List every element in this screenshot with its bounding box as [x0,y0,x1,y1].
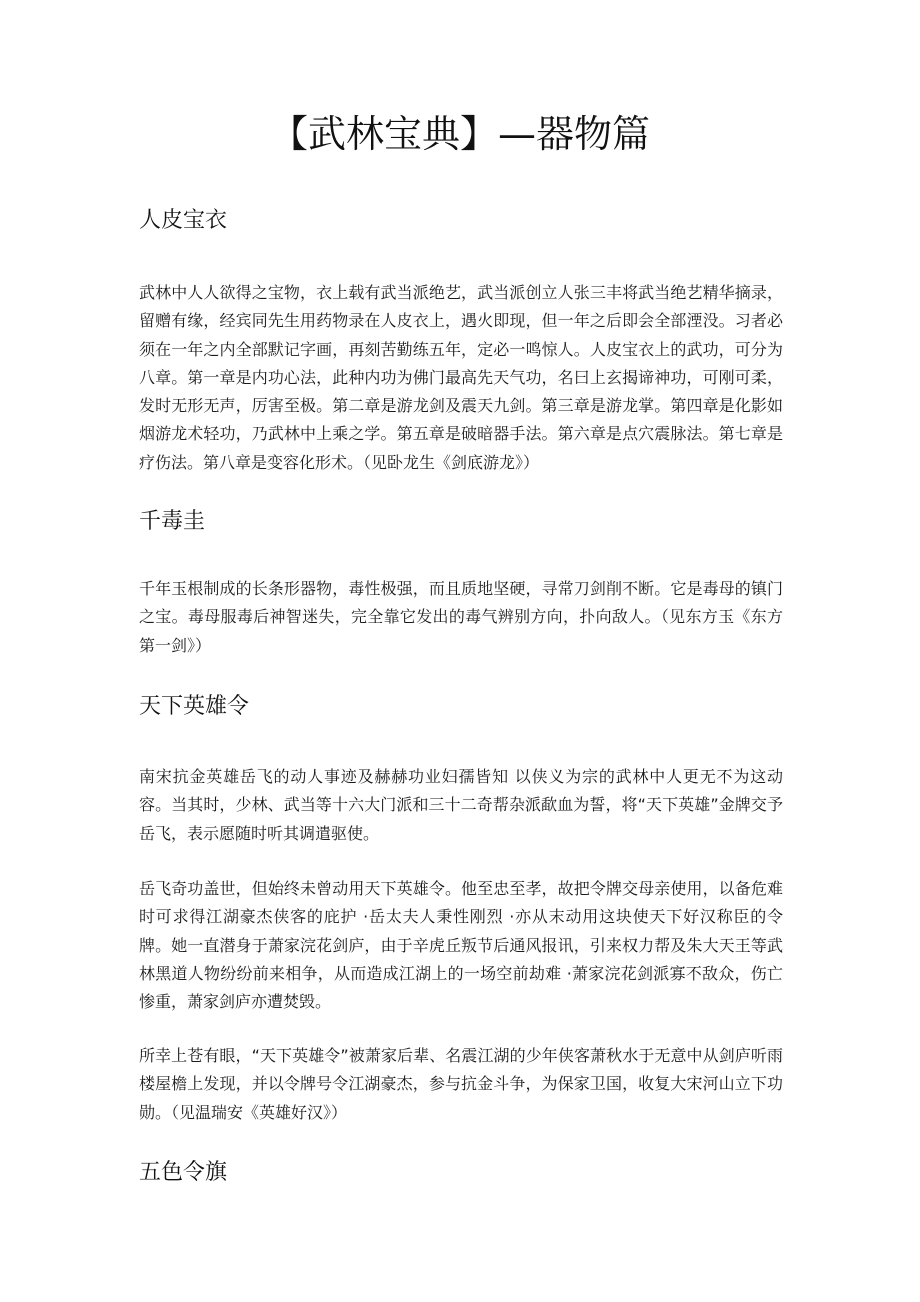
section-heading-qiandu-gui: 千毒圭 [139,509,206,534]
section-paragraph: 南宋抗金英雄岳飞的动人事迹及赫赫功业妇孺皆知 以侠义为宗的武林中人更无不为这动容。当其时，少林、武当等十六大门派和三十二奇帮杂派歃血为誓，将“天下英雄”金牌交予岳飞，表示愿随时听其调遣驱使。 [139,767,783,843]
section-paragraph: 所幸上苍有眼，“天下英雄令”被萧家后辈、名震江湖的少年侠客萧秋水于无意中从剑庐听雨楼屋檐上发现，并以令牌号令江湖豪杰，参与抗金斗争，为保家卫国，收复大宋河山立下功勋。（见温瑞安《英雄好汉》） [139,1046,783,1122]
section-heading-tianxia-yingxiong-ling: 天下英雄令 [139,694,250,719]
document-title: 【武林宝典】—器物篇 [269,112,650,156]
section-paragraph: 千年玉根制成的长条形器物，毒性极强，而且质地坚硬，寻常刀剑削不断。它是毒母的镇门之宝。毒母服毒后神智迷失，完全靠它发出的毒气辨别方向，扑向敌人。（见东方玉《东方第一剑》） [139,579,783,655]
section-paragraph: 岳飞奇功盖世，但始终未曾动用天下英雄令。他至忠至孝，故把令牌交母亲使用，以备危难时可求得江湖豪杰侠客的庇护 ·岳太夫人秉性刚烈 ·亦从末动用这块使天下好汉称臣的令牌。她一直潜身于萧家浣花剑庐，由于辛虎丘叛节后通风报讯，引来权力帮及朱大天王等武林黑道人物纷纷前来相争，从而造成江湖上的一场空前劫难 ·萧家浣花剑派寡不敌众，伤亡惨重，萧家剑庐亦遭焚毁。 [139,879,783,1012]
section-heading-wuse-lingqi: 五色令旗 [139,1160,228,1185]
section-paragraph: 武林中人人欲得之宝物，衣上载有武当派绝艺，武当派创立人张三丰将武当绝艺精华摘录，留赠有缘，经宾同先生用药物录在人皮衣上，遇火即现，但一年之后即会全部湮没。习者必须在一年之内全部默记字画，再刻苦勤练五年，定必一鸣惊人。人皮宝衣上的武功，可分为八章。第一章是内功心法，此种内功为佛门最高先天气功，名曰上玄揭谛神功，可刚可柔，发时无形无声，厉害至极。第二章是游龙剑及震天九剑。第三章是游龙掌。第四章是化影如烟游龙术轻功，乃武林中上乘之学。第五章是破暗器手法。第六章是点穴震脉法。第七章是疗伤法。第八章是变容化形术。（见卧龙生《剑底游龙》） [139,283,783,472]
section-heading-renpi-baoyi: 人皮宝衣 [139,208,228,233]
